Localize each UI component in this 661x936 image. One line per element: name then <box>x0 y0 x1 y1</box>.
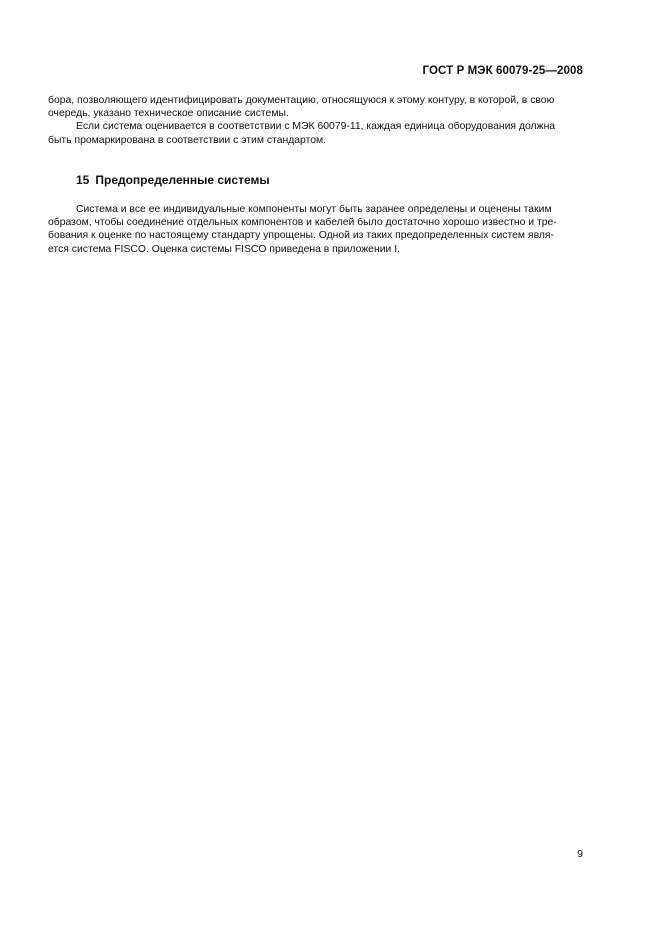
document-header: ГОСТ Р МЭК 60079-25—2008 <box>422 65 583 77</box>
section-title: Предопределенные системы <box>95 173 270 187</box>
section-body <box>48 203 582 256</box>
paragraph-continuation <box>48 94 582 120</box>
text-line: очередь, указано техническое описание системы. <box>48 108 289 120</box>
text-line: Система и все ее индивидуальные компоненты могут быть заранее определены и оценены таким <box>76 204 552 215</box>
text-line: быть промаркирована в соответствии с этим стандартом. <box>48 134 327 146</box>
text-line: Если система оценивается в соответствии с МЭК 60079-11, каждая единица оборудования должна <box>76 121 556 133</box>
text-line: ется система FISCO. Оценка системы FISCO приведена в приложении I. <box>48 243 400 255</box>
text-line: образом, чтобы соединение отдельных компонентов и кабелей было достаточно хорошо известно и тре- <box>48 217 557 229</box>
paragraph-marking <box>48 120 582 146</box>
continuation-text <box>48 94 582 147</box>
section-number: 15 <box>76 173 90 187</box>
page-number: 9 <box>577 848 583 860</box>
text-line: бования к оценке по настоящему стандарту упрощены. Одной из таких предопределенных систем явля- <box>48 230 554 242</box>
text-line: бора, позволяющего идентифицировать документацию, относящуюся к этому контуру, в которой, в свою <box>48 95 555 106</box>
section-heading <box>76 173 270 187</box>
paragraph-predefined-systems <box>48 203 582 256</box>
